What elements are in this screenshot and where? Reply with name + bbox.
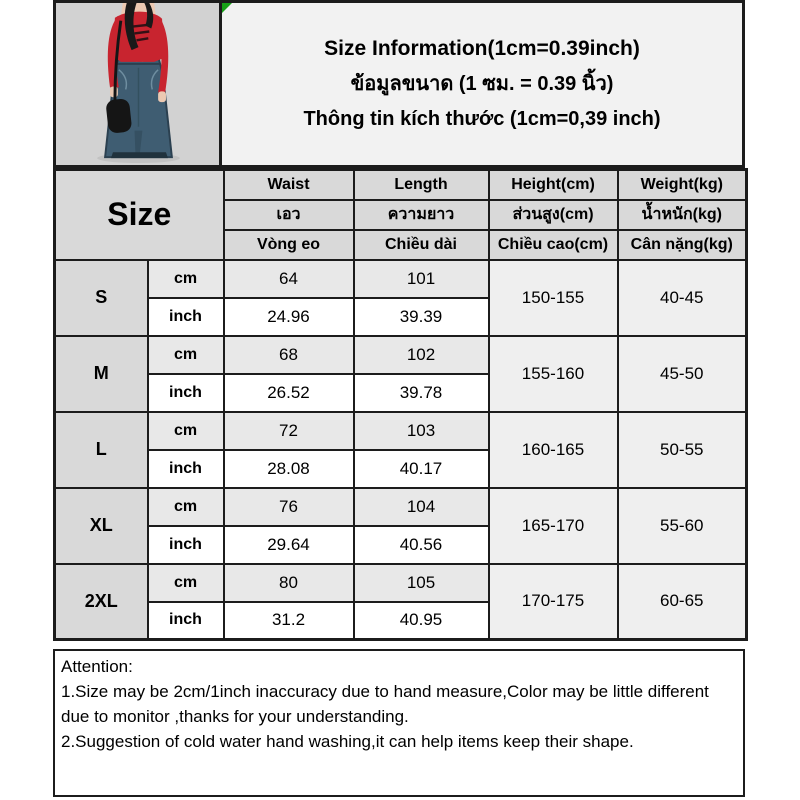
length-cm-value: 105 (354, 564, 489, 602)
weight-range-value: 55-60 (618, 488, 747, 564)
length-cm-value: 104 (354, 488, 489, 526)
col-header-waist-vi: Vòng eo (224, 230, 354, 260)
length-inch-value: 39.39 (354, 298, 489, 336)
weight-range-value: 60-65 (618, 564, 747, 640)
header-row-english (55, 170, 747, 200)
height-range-value: 155-160 (489, 336, 618, 412)
length-inch-value: 40.95 (354, 602, 489, 640)
size-table (53, 168, 748, 641)
length-cm-value: 103 (354, 412, 489, 450)
col-header-weight-th: น้ำหนัก(kg) (618, 200, 747, 230)
length-inch-value: 40.56 (354, 526, 489, 564)
col-header-length-en: Length (354, 170, 489, 200)
waist-inch-value: 31.2 (224, 602, 354, 640)
height-range-value: 160-165 (489, 412, 618, 488)
height-range-value: 165-170 (489, 488, 618, 564)
weight-range-value: 50-55 (618, 412, 747, 488)
model-wearing-red-top-and-wide-leg-jeans-illustration (56, 3, 219, 165)
product-photo (56, 3, 222, 165)
col-header-length-th: ความยาว (354, 200, 489, 230)
unit-label-cm: cm (148, 488, 224, 526)
waist-inch-value: 28.08 (224, 450, 354, 488)
title-line-thai: ข้อมูลขนาด (1 ซม. = 0.39 นิ้ว) (350, 73, 614, 95)
size-corner-header: Size (55, 170, 224, 260)
col-header-height-en: Height(cm) (489, 170, 618, 200)
size-label-xl: XL (55, 488, 148, 564)
unit-label-inch: inch (148, 602, 224, 640)
unit-label-inch: inch (148, 526, 224, 564)
waist-inch-value: 24.96 (224, 298, 354, 336)
height-range-value: 150-155 (489, 260, 618, 336)
size-label-m: M (55, 336, 148, 412)
unit-label-cm: cm (148, 564, 224, 602)
title-line-english: Size Information(1cm=0.39inch) (324, 37, 640, 60)
waist-cm-value: 72 (224, 412, 354, 450)
attention-heading: Attention: (61, 657, 133, 676)
top-section (53, 0, 745, 168)
attention-note-2: 2.Suggestion of cold water hand washing,it can help items keep their shape. (61, 732, 634, 751)
unit-label-inch: inch (148, 374, 224, 412)
col-header-height-vi: Chiều cao(cm) (489, 230, 618, 260)
title-block (222, 3, 742, 165)
weight-range-value: 40-45 (618, 260, 747, 336)
title-line-vietnamese: Thông tin kích thước (1cm=0,39 inch) (303, 108, 661, 130)
col-header-waist-en: Waist (224, 170, 354, 200)
length-cm-value: 101 (354, 260, 489, 298)
size-label-2xl: 2XL (55, 564, 148, 640)
col-header-length-vi: Chiều dài (354, 230, 489, 260)
waist-cm-value: 76 (224, 488, 354, 526)
waist-cm-value: 80 (224, 564, 354, 602)
unit-label-cm: cm (148, 260, 224, 298)
green-corner-marker-icon (222, 3, 232, 13)
waist-cm-value: 64 (224, 260, 354, 298)
waist-inch-value: 29.64 (224, 526, 354, 564)
size-label-s: S (55, 260, 148, 336)
unit-label-cm: cm (148, 412, 224, 450)
unit-label-inch: inch (148, 450, 224, 488)
table-row-xl-cm (55, 488, 747, 526)
length-inch-value: 40.17 (354, 450, 489, 488)
attention-note-1: 1.Size may be 2cm/1inch inaccuracy due to hand measure,Color may be little different due to monitor ,thanks for your understanding. (61, 682, 709, 726)
height-range-value: 170-175 (489, 564, 618, 640)
table-row-2xl-cm (55, 564, 747, 602)
weight-range-value: 45-50 (618, 336, 747, 412)
col-header-weight-vi: Cân nặng(kg) (618, 230, 747, 260)
size-label-l: L (55, 412, 148, 488)
col-header-waist-th: เอว (224, 200, 354, 230)
table-row-s-cm (55, 260, 747, 298)
unit-label-cm: cm (148, 336, 224, 374)
waist-inch-value: 26.52 (224, 374, 354, 412)
unit-label-inch: inch (148, 298, 224, 336)
table-row-l-cm (55, 412, 747, 450)
col-header-height-th: ส่วนสูง(cm) (489, 200, 618, 230)
length-inch-value: 39.78 (354, 374, 489, 412)
attention-box (53, 649, 745, 797)
col-header-weight-en: Weight(kg) (618, 170, 747, 200)
table-row-m-cm (55, 336, 747, 374)
size-chart-sheet (53, 0, 745, 797)
length-cm-value: 102 (354, 336, 489, 374)
waist-cm-value: 68 (224, 336, 354, 374)
